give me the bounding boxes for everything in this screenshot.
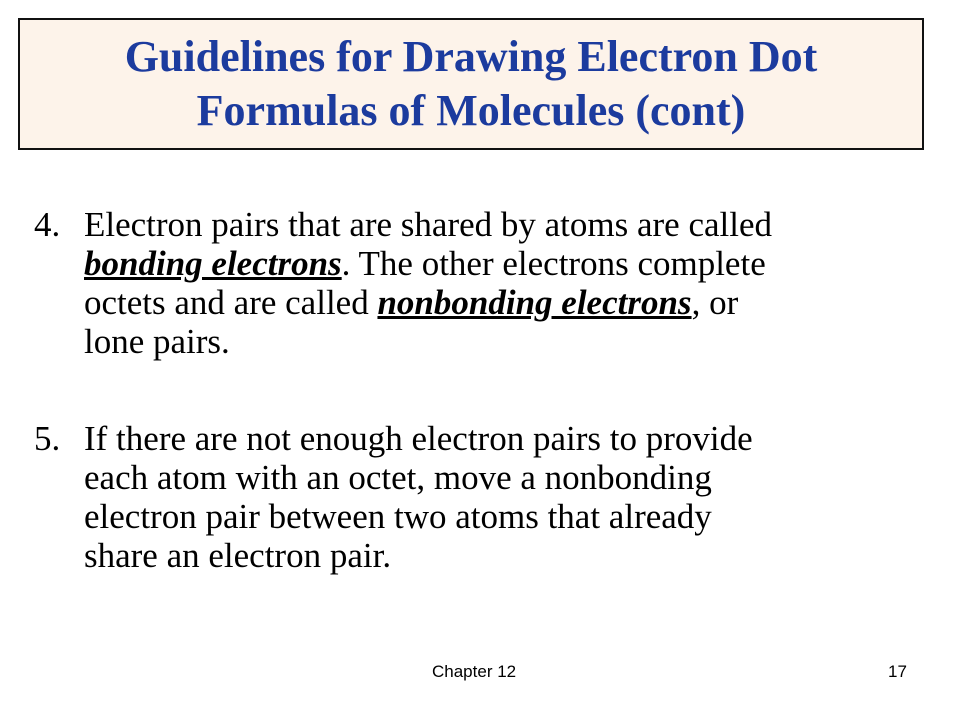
list-item-number: 5. <box>34 419 61 458</box>
list-item-line: electron pair between two atoms that already <box>84 497 712 536</box>
list-item-5 <box>34 419 934 575</box>
list-item-text: . The other electrons complete <box>341 244 766 283</box>
list-item-text: octets and are called <box>84 283 378 322</box>
list-item-line: each atom with an octet, move a nonbonding <box>84 458 712 497</box>
slide-title-box <box>18 18 924 150</box>
list-item-line <box>84 244 960 283</box>
list-item-line: If there are not enough electron pairs to provide <box>84 419 753 458</box>
slide-title-line-1: Guidelines for Drawing Electron Dot <box>124 32 818 81</box>
footer-page-number: 17 <box>888 662 907 681</box>
term-bonding-electrons: bonding electrons <box>84 244 342 283</box>
list-item-number: 4. <box>34 205 61 244</box>
list-item-line: share an electron pair. <box>84 536 392 575</box>
list-item-text: , or <box>691 283 739 322</box>
term-nonbonding-electrons: nonbonding electrons <box>377 283 692 322</box>
footer-chapter-label: Chapter 12 <box>432 662 517 681</box>
slide-title-line-2: Formulas of Molecules (cont) <box>196 86 746 135</box>
list-item-line: Electron pairs that are shared by atoms are called <box>84 205 773 244</box>
list-item-line <box>84 283 960 322</box>
list-item-line: lone pairs. <box>84 322 230 361</box>
list-item-4 <box>34 205 934 361</box>
